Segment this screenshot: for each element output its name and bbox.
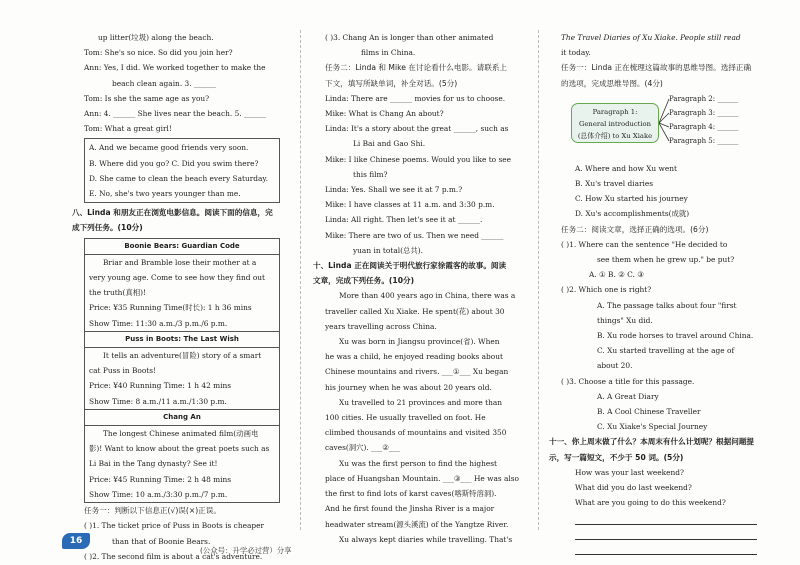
- dialog-line: this film?: [353, 169, 388, 179]
- movie-title: Chang An: [85, 410, 279, 426]
- passage-line: his journey when he was about 20 years old.: [325, 382, 492, 392]
- movie-title: Puss in Boots: The Last Wish: [85, 332, 279, 348]
- passage-line: headwater stream(源头溪流) of the Yangtze River.: [325, 519, 509, 529]
- option-line: D. Xu's accomplishments(成就): [575, 209, 690, 219]
- movie-title: Boonie Bears: Guardian Code: [85, 239, 279, 255]
- movie-line: The longest Chinese animated film(动画电: [103, 429, 259, 439]
- section-8-title: 八、Linda 和朋友正在浏览电影信息。阅读下面的信息，完成下列任务。(10分): [72, 208, 273, 233]
- question-line: than that of Boonie Bears.: [112, 536, 211, 546]
- writing-line[interactable]: [575, 513, 757, 525]
- mind-map-branch: Paragraph 4: ______: [669, 122, 739, 131]
- options-box: [84, 138, 280, 203]
- movie-line: Show Time: 8 a.m./11 a.m./1:30 p.m.: [89, 396, 227, 406]
- question-line: ( )2. The second film is about a cat's adventure.: [84, 551, 263, 561]
- dialog-line: Mike: There are two of us. Then we need ______: [325, 230, 504, 240]
- question-line: A. A Great Diary: [597, 391, 659, 401]
- dialog-line: Linda: There are ______ movies for us to choose.: [325, 93, 506, 103]
- option-line: E. No, she's two years younger than me.: [89, 189, 241, 199]
- dialog-line: yuan in total(总共).: [353, 245, 423, 255]
- writing-area[interactable]: [561, 513, 757, 555]
- question-line: A. The passage talks about four "first: [597, 300, 737, 310]
- movie-line: Show Time: 10 a.m./3:30 p.m./7 p.m.: [89, 489, 228, 499]
- passage-line: Xu was born in Jiangsu province(省). When: [339, 337, 500, 347]
- mind-map-center-line: General introduction: [578, 119, 652, 128]
- passage-line: place of Huangshan Mountain. ___③___ He was also: [325, 473, 520, 483]
- option-line: A. And we became good friends very soon.: [89, 143, 249, 153]
- movie-info: [85, 348, 279, 410]
- passage-line: climbed thousands of mountains and visited 350: [325, 428, 507, 438]
- dialog-line: Mike: What is Chang An about?: [325, 109, 444, 119]
- mind-map-branch: Paragraph 3: ______: [669, 108, 739, 117]
- column-divider: [300, 30, 301, 530]
- passage-line: 100 cities. He usually travelled on foot. He: [325, 413, 486, 423]
- question-line: ( )3. Choose a title for this passage.: [561, 376, 695, 386]
- passage-line: More than 400 years ago in China, there was a: [339, 291, 516, 301]
- movie-line: Li Bai in the Tang dynasty? See it!: [89, 459, 218, 469]
- mind-map-center-line: Paragraph 1:: [592, 107, 638, 116]
- column-right: [549, 30, 757, 558]
- passage-line: traveller called Xu Xiake. He spent(花) about 30: [325, 306, 505, 316]
- mind-map: [561, 93, 757, 159]
- passage-line: The Travel Diaries of Xu Xiake. People still read: [561, 33, 741, 42]
- dialog-line: Mike: I like Chinese poems. Would you like to see: [325, 154, 512, 164]
- option-line: B. Xu's travel diaries: [575, 179, 654, 189]
- mind-map-center-line: (总体介绍) to Xu Xiake: [577, 131, 653, 140]
- passage-line: he was a child, he enjoyed reading books about: [325, 352, 503, 362]
- passage-line: Xu was the first person to find the highest: [339, 458, 498, 468]
- dialog-line: Linda: Yes. Shall we see it at 7 p.m.?: [325, 185, 463, 195]
- dialog-line: Linda: All right. Then let's see it at ______.: [325, 215, 483, 225]
- dialog-line: Mike: I have classes at 11 a.m. and 3:30 p.m.: [325, 200, 495, 210]
- footer-note: (公众号：升学必过营）分享: [200, 546, 292, 555]
- prompt-line: What are you going to do this weekend?: [575, 498, 726, 508]
- movie-line: Briar and Bramble lose their mother at a: [103, 257, 257, 267]
- question-line: B. Xu rode horses to travel around China.: [597, 331, 754, 341]
- dialog-line: Li Bai and Gao Shi.: [353, 139, 426, 149]
- writing-line[interactable]: [575, 528, 757, 540]
- dialog-line: Tom: What a great girl!: [84, 124, 172, 134]
- option-line: D. She came to clean the beach every Saturday.: [89, 173, 268, 183]
- question-line: about 20.: [597, 361, 633, 371]
- page-number-badge: 16: [62, 533, 90, 549]
- mind-map-branch: Paragraph 2: ______: [669, 94, 739, 103]
- movie-line: very young age. Come to see how they find out: [89, 273, 265, 283]
- question-line: B. A Cool Chinese Traveller: [597, 407, 701, 417]
- passage-line: And he first found the Jinsha River is a major: [325, 504, 495, 514]
- movie-info: [85, 255, 279, 332]
- section-10-title: 十、Linda 正在阅读关于明代旅行家徐霞客的故事。阅读文章，完成下列任务。(10分): [313, 261, 507, 286]
- question-line: things" Xu did.: [597, 315, 653, 325]
- dialog-line: up litter(垃圾) along the beach.: [98, 33, 214, 42]
- movie-line: Show Time: 11:30 a.m./3 p.m./6 p.m.: [89, 318, 228, 328]
- option-line: C. How Xu started his journey: [575, 194, 688, 204]
- dialog-line: Tom: She's so nice. So did you join her?: [84, 48, 233, 58]
- question-line: films in China.: [361, 48, 416, 58]
- dialog-line: Ann: Yes, I did. We worked together to make the: [84, 63, 266, 73]
- prompt-line: What did you do last weekend?: [575, 483, 692, 493]
- prompt-line: How was your last weekend?: [575, 467, 684, 477]
- task2-title: 任务二：阅读文章，选择正确的选项。(6分): [561, 224, 709, 234]
- question-line: ( )2. Which one is right?: [561, 285, 652, 295]
- passage-line: it today.: [561, 48, 591, 58]
- column-middle: [313, 30, 520, 547]
- question-line: A. ① B. ② C. ③: [589, 270, 644, 280]
- movie-line: cat Puss in Boots!: [89, 366, 157, 376]
- question-line: C. Xu Xiake's Special Journey: [597, 422, 708, 432]
- dialog-line: beach clean again. 3. ______: [112, 78, 217, 88]
- dialog-line: Tom: Is she the same age as you?: [84, 93, 210, 103]
- mind-map-branch: Paragraph 5: ______: [669, 136, 739, 145]
- option-line: A. Where and how Xu went: [575, 163, 677, 173]
- movie-line: the truth(真相)!: [89, 288, 146, 298]
- movie-info: [85, 426, 279, 502]
- question-line: ( )1. Where can the sentence "He decided to: [561, 239, 728, 249]
- passage-line: years travelling across China.: [325, 321, 437, 331]
- column-divider: [538, 30, 539, 530]
- passage-line: caves(洞穴). ___②___: [325, 443, 400, 453]
- question-line: C. Xu started travelling at the age of: [597, 346, 735, 356]
- mind-map-center: [571, 103, 659, 143]
- movie-table: [84, 238, 280, 503]
- task1-title: 任务一：判断以下信息正(√)误(×)正误。: [84, 506, 221, 516]
- movie-line: Price: ¥45 Running Time: 2 h 48 mins: [89, 474, 232, 484]
- passage-line: Chinese mountains and rivers. ___①___ Xu began: [325, 367, 509, 377]
- question-line: ( )3. Chang An is longer than other animated: [325, 33, 494, 42]
- task2-title: 任务二：Linda 和 Mike 在讨论看什么电影。请联系上下文，填写所缺单词，补全对话。(5分): [325, 63, 508, 88]
- question-line: ( )1. The ticket price of Puss in Boots is cheaper: [84, 521, 265, 531]
- movie-line: It tells an adventure(冒险) story of a smart: [103, 351, 262, 361]
- dialog-line: Ann: 4. ______ She lives near the beach. 5. ______: [84, 109, 267, 119]
- movie-line: Price: ¥35 Running Time(时长): 1 h 36 mins: [89, 303, 252, 313]
- option-line: B. Where did you go? C. Did you swim there?: [89, 158, 259, 168]
- writing-line[interactable]: [575, 543, 757, 555]
- movie-line: Price: ¥40 Running Time: 1 h 42 mins: [89, 381, 232, 391]
- section-11-title: 十一、你上周末做了什么？本周末有什么计划呢？根据问题提示，写一篇短文，不少于 50 词。(5分): [549, 437, 755, 462]
- dialog-line: Linda: It's a story about the great ______, such as: [325, 124, 509, 134]
- passage-line: Xu always kept diaries while travelling. That's: [339, 534, 513, 544]
- movie-line: 影)! Want to know about the great poets such as: [89, 444, 270, 454]
- passage-line: the first to find lots of karst caves(喀斯特溶洞).: [325, 489, 497, 499]
- passage-line: Xu travelled to 21 provinces and more than: [339, 397, 503, 407]
- task1-title: 任务一：Linda 正在梳理这篇故事的思维导图。选择正确的选项，完成思维导图。(4分): [561, 63, 752, 88]
- question-line: see them when he grew up." be put?: [597, 255, 735, 265]
